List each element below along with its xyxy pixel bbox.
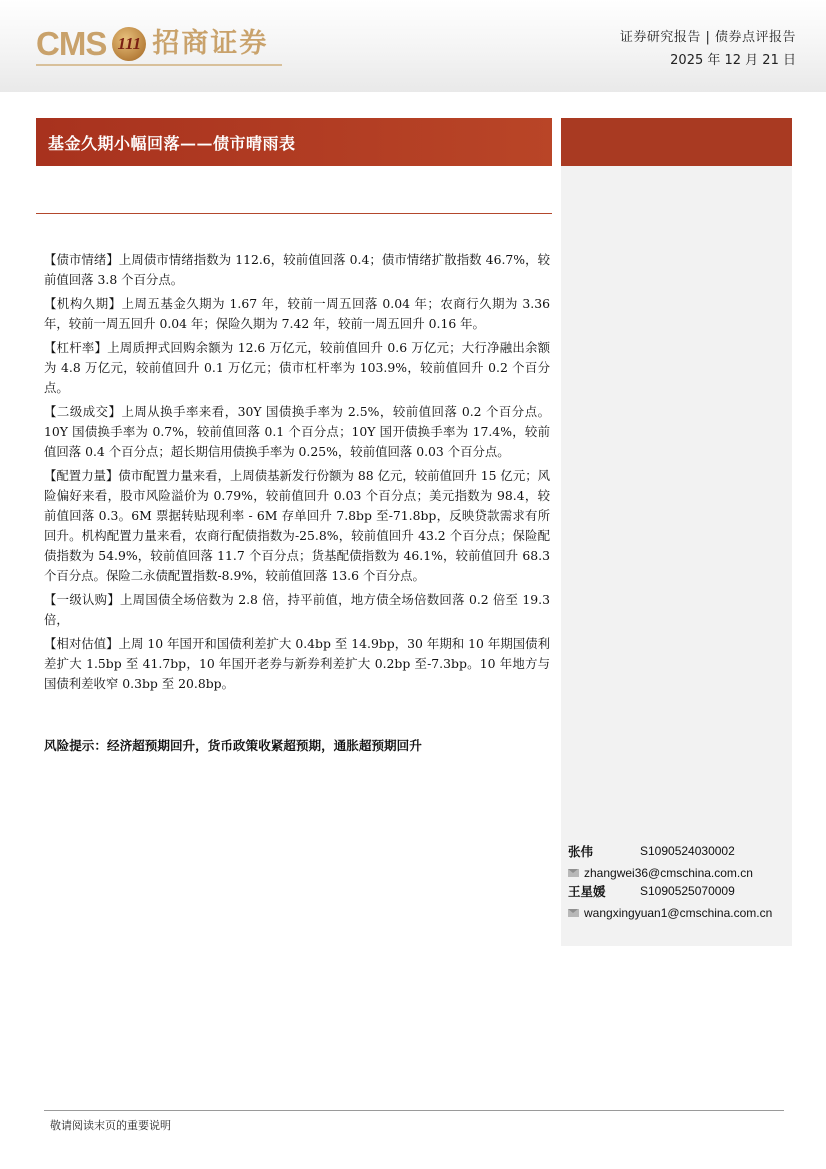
paragraph-text: 上周债市情绪指数为 112.6，较前值回落 0.4；债市情绪扩散指数 46.7%，较前值回落 3.8 个百分点。 [44,252,551,287]
report-title: 基金久期小幅回落——债市晴雨表 [48,133,296,153]
paragraph-tag: 【债市情绪】 [44,252,119,267]
paragraph-text: 债市配置力量来看，上周债基新发行份额为 88 亿元，较前值回升 15 亿元；风险偏好来看，股市风险溢价为 0.79%，较前值回升 0.03 个百分点；美元指数为 98.4，较前值回落 0.3。6M 票据转贴现利率 - 6M 存单回升 7.8bp 至-71.8bp，反映贷款需求有所回升。机构配置力量来看，农商行配债指数为-25.8%，较前值回升 43.2 个百分点；保险配债指数为 54.9%，较前值回落 11.7 个百分点；货基配债指数为 46.1%，较前值回升 68.3 个百分点。保险二永债配置指数-8.9%，较前值回落 13.6 个百分点。 [44,468,550,583]
logo-company-name: 招商证券 [152,28,269,59]
paragraph-primary-subscription [44,590,550,630]
paragraph-secondary-trading [44,402,550,462]
analyst-name: 张伟 [568,844,594,859]
company-logo [36,22,268,66]
paragraph-relative-valuation [44,634,550,694]
paragraph-text: 上周质押式回购余额为 12.6 万亿元，较前值回升 0.6 万亿元；大行净融出余额为 4.8 万亿元，较前值回升 0.1 万亿元；债市杠杆率为 103.9%，较前值回升 0.2 个百分点。 [44,340,551,395]
paragraph-text: 上周 10 年国开和国债利差扩大 0.4bp 至 14.9bp，30 年期和 10 年期国债利差扩大 1.5bp 至 41.7bp，10 年国开老券与新券利差扩大 0.2bp 至-7.3bp。10 年地方与国债利差收窄 0.3bp 至 20.8bp。 [44,636,550,691]
paragraph-tag: 【杠杆率】 [44,340,108,355]
paragraph-text: 上周从换手率来看，30Y 国债换手率为 2.5%，较前值回落 0.2 个百分点。10Y 国债换手率为 0.7%，较前值回落 0.1 个百分点；10Y 国开债换手率为 17.4%，较前值回落 0.4 个百分点；超长期信用债换手率为 0.25%，较前值回落 0.03 个百分点。 [44,404,551,459]
paragraph-duration [44,294,550,334]
logo-emblem-icon: 111 [112,27,146,61]
title-bar [36,118,552,166]
report-type: 证券研究报告 | 债券点评报告 [619,30,796,45]
analyst-name: 王星媛 [568,884,606,899]
paragraph-tag: 【相对估值】 [44,636,119,651]
paragraph-allocation [44,466,550,586]
analyst-id: S1090524030002 [640,844,735,858]
report-date: 2025 年 12 月 21 日 [670,53,796,68]
analyst-card [568,882,788,921]
paragraph-text: 上周五基金久期为 1.67 年，较前一周五回落 0.04 年；农商行久期为 3.36 年，较前一周五回升 0.04 年；保险久期为 7.42 年，较前一周五回升 0.16 年。 [44,296,551,331]
side-panel [561,166,792,946]
paragraph-tag: 【二级成交】 [44,404,122,419]
logo-cms-text: CMS [36,25,107,62]
mail-icon [568,869,579,877]
paragraph-tag: 【一级认购】 [44,592,120,607]
side-header-bar [561,118,792,166]
report-body [44,250,550,698]
mail-icon [568,909,579,917]
paragraph-text: 上周国债全场倍数为 2.8 倍，持平前值，地方债全场倍数回落 0.2 倍至 19.3 倍， [44,592,551,627]
analyst-id: S1090525070009 [640,884,735,898]
footer-divider [44,1110,784,1111]
paragraph-tag: 【配置力量】 [44,468,119,483]
analyst-email[interactable]: wangxingyuan1@cmschina.com.cn [584,906,773,920]
analyst-email[interactable]: zhangwei36@cmschina.com.cn [584,866,753,880]
paragraph-tag: 【机构久期】 [44,296,122,311]
title-divider [36,213,552,214]
footer-notice: 敬请阅读末页的重要说明 [50,1119,171,1132]
logo-underline [36,64,282,66]
paragraph-sentiment [44,250,550,290]
paragraph-leverage [44,338,550,398]
risk-notice: 风险提示：经济超预期回升，货币政策收紧超预期，通胀超预期回升 [44,738,422,753]
analyst-card [568,842,788,881]
